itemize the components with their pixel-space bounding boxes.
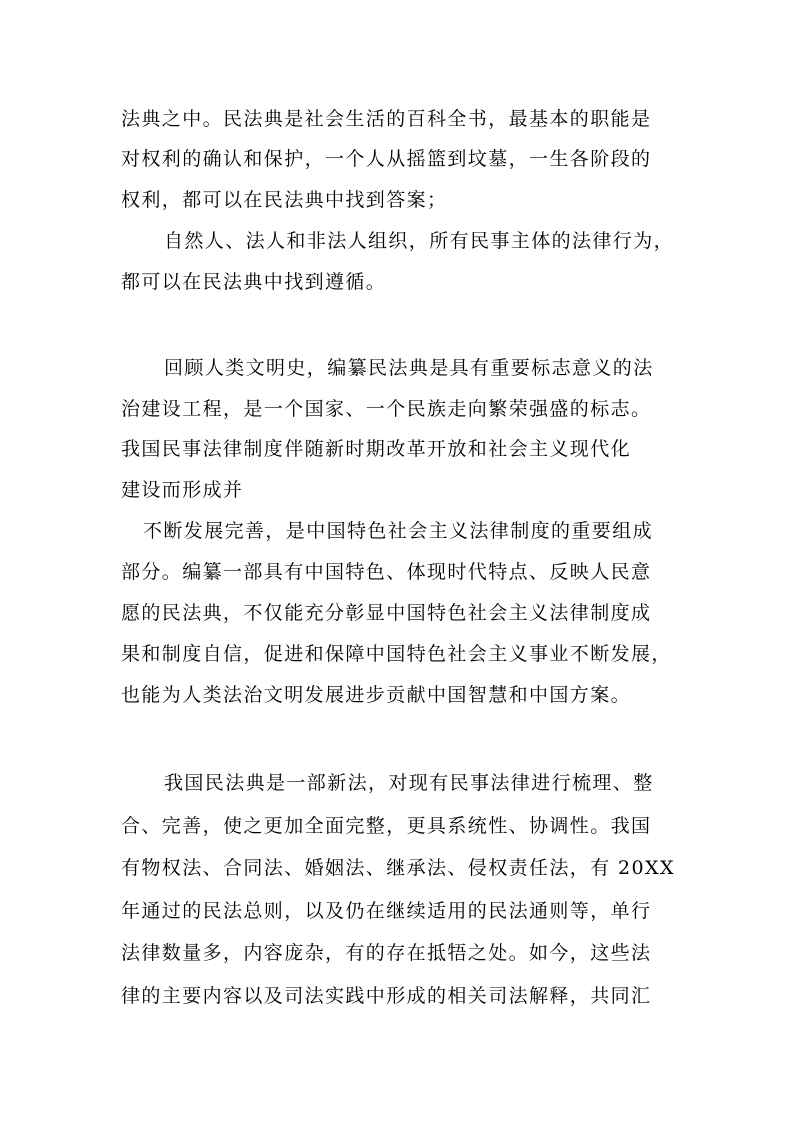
text-line: 治建设工程，是一个国家、一个民族走向繁荣强盛的标志。 xyxy=(121,398,652,420)
text-line: 不断发展完善，是中国特色社会主义法律制度的重要组成 xyxy=(143,520,654,542)
text-line: 合、完善，使之更加全面完整，更具系统性、协调性。我国 xyxy=(121,815,652,837)
text-line: 有物权法、合同法、婚姻法、继承法、侵权责任法，有 20XX xyxy=(121,857,675,879)
text-line: 对权利的确认和保护，一个人从摇篮到坟墓，一生各阶段的 xyxy=(121,148,652,170)
text-line: 我国民法典是一部新法，对现有民事法律进行梳理、整 xyxy=(164,772,654,794)
text-line: 律的主要内容以及司法实践中形成的相关司法解释，共同汇 xyxy=(121,985,652,1007)
text-line: 法律数量多，内容庞杂，有的存在抵牾之处。如今，这些法 xyxy=(121,942,652,964)
text-line: 愿的民法典，不仅能充分彰显中国特色社会主义法律制度成 xyxy=(121,602,652,624)
text-line: 建设而形成并 xyxy=(121,479,244,501)
text-line: 我国民事法律制度伴随新时期改革开放和社会主义现代化 xyxy=(121,438,632,460)
text-line: 回顾人类文明史，编纂民法典是具有重要标志意义的法 xyxy=(164,357,654,379)
text-line: 部分。编纂一部具有中国特色、体现时代特点、反映人民意 xyxy=(121,561,652,583)
text-line: 自然人、法人和非法人组织，所有民事主体的法律行为， xyxy=(164,230,675,252)
text-line: 权利，都可以在民法典中找到答案； xyxy=(121,189,448,211)
text-line: 都可以在民法典中找到遵循。 xyxy=(121,271,387,293)
text-line: 果和制度自信，促进和保障中国特色社会主义事业不断发展， xyxy=(121,643,672,665)
text-line: 也能为人类法治文明发展进步贡献中国智慧和中国方案。 xyxy=(121,684,632,706)
text-line: 年通过的民法总则，以及仍在继续适用的民法通则等，单行 xyxy=(121,900,652,922)
text-line: 法典之中。民法典是社会生活的百科全书，最基本的职能是 xyxy=(121,108,652,130)
